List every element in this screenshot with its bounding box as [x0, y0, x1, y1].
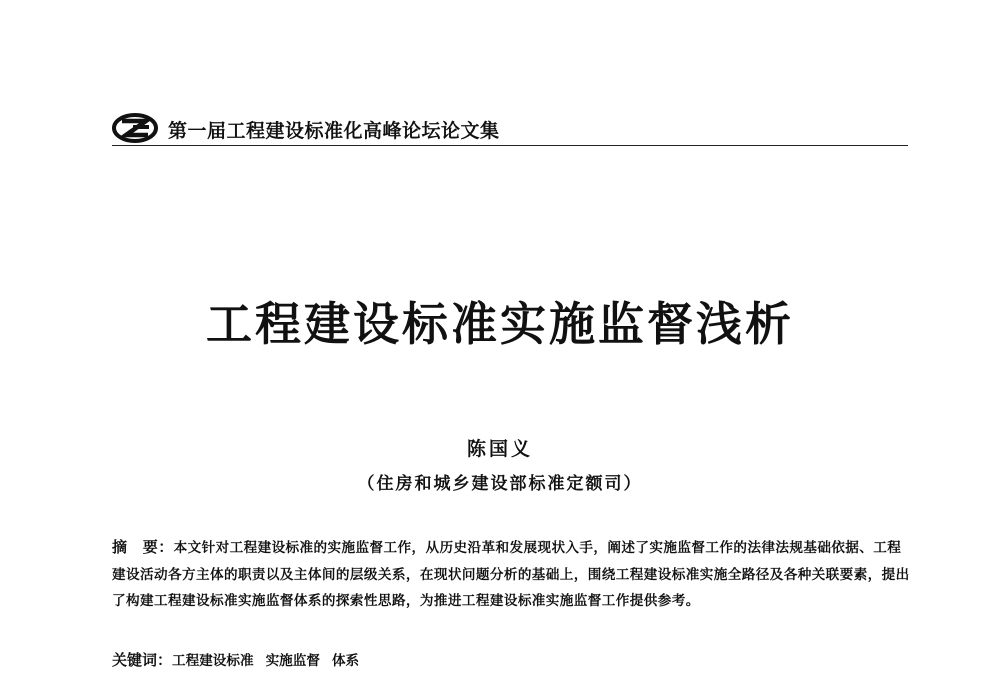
header-divider: [112, 145, 908, 146]
author-affiliation: （住房和城乡建设部标准定额司）: [357, 474, 643, 494]
abstract-text: 本文针对工程建设标准的实施监督工作，从历史沿革和发展现状入手，阐述了实施监督工作的法律法规基础依据、工程建设活动各方主体的职责以及主体间的层级关系，在现状问题分析的基础上，围绕工程建设标准实施全路径及各种关联要素，提出了构建工程建设标准实施监督体系的探索性思路，为推进工程建设标准实施监督工作提供参考。: [112, 540, 910, 609]
running-header-title: 第一届工程建设标准化高峰论坛论文集: [168, 120, 500, 142]
zg-logo-icon: [112, 113, 158, 143]
abstract-label: 摘 要：: [112, 538, 174, 556]
keyword-item: 工程建设标准: [172, 653, 254, 669]
keywords-line: [112, 649, 912, 670]
paper-title: 工程建设标准实施监督浅析: [206, 297, 794, 351]
keyword-item: 体系: [331, 653, 360, 669]
author-name: 陈国义: [466, 438, 533, 460]
abstract-paragraph: [112, 534, 912, 615]
keyword-item: 实施监督: [265, 653, 320, 669]
keywords-label: 关键词：: [112, 651, 173, 669]
running-header: [112, 108, 908, 148]
